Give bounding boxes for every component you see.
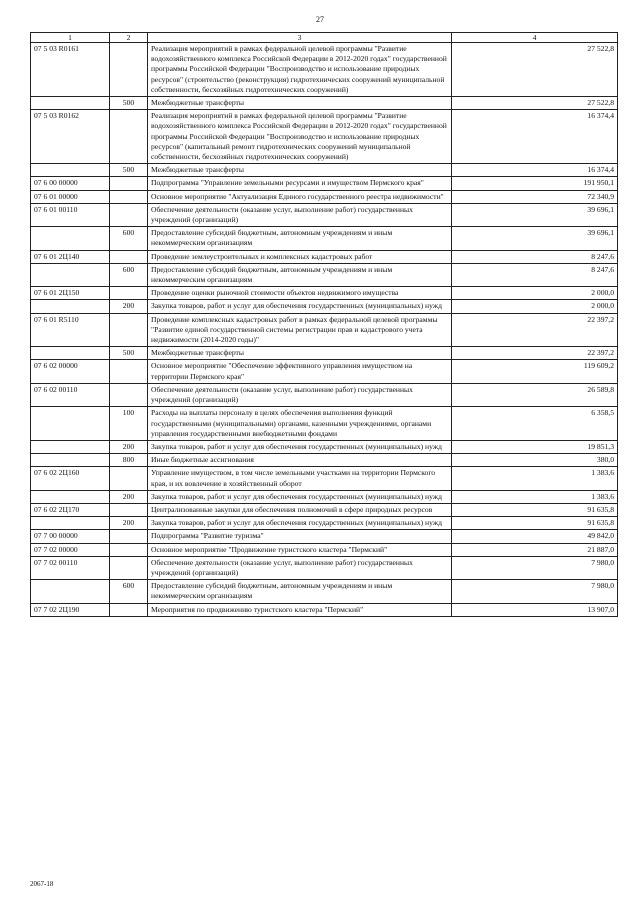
table-row (31, 227, 618, 250)
row-code (31, 517, 110, 530)
column-header-1: 1 (31, 33, 110, 43)
row-expense-type (110, 287, 148, 300)
table-row (31, 250, 618, 263)
row-code (31, 580, 110, 603)
row-name: Мероприятия по продвижению туристского кластера "Пермский" (148, 603, 452, 616)
row-expense-type (110, 503, 148, 516)
row-code: 07 6 01 00110 (31, 203, 110, 226)
table-header-row (31, 33, 618, 43)
row-code: 07 6 02 00000 (31, 360, 110, 383)
column-header-3: 3 (148, 33, 452, 43)
table-row (31, 503, 618, 516)
table-row (31, 177, 618, 190)
row-name: Закупка товаров, работ и услуг для обеспечения государственных (муниципальных) нужд (148, 440, 452, 453)
row-name: Проведение оценки рыночной стоимости объектов недвижимого имущества (148, 287, 452, 300)
row-amount: 6 358,5 (452, 407, 618, 441)
row-expense-type (110, 543, 148, 556)
table-row (31, 190, 618, 203)
row-expense-type: 800 (110, 454, 148, 467)
table-row (31, 110, 618, 164)
row-name: Предоставление субсидий бюджетным, автономным учреждениям и иным некоммерческим организациям (148, 263, 452, 286)
table-row (31, 203, 618, 226)
row-expense-type: 100 (110, 407, 148, 441)
row-name: Обеспечение деятельности (оказание услуг, выполнение работ) государственных учреждений (организаций) (148, 556, 452, 579)
row-code: 07 6 01 2Ц150 (31, 287, 110, 300)
row-expense-type: 200 (110, 300, 148, 313)
row-amount: 27 522,8 (452, 43, 618, 97)
row-code: 07 6 02 2Ц160 (31, 467, 110, 490)
row-amount: 27 522,8 (452, 97, 618, 110)
row-amount: 2 000,0 (452, 287, 618, 300)
row-amount: 13 907,0 (452, 603, 618, 616)
table-row (31, 287, 618, 300)
row-expense-type (110, 250, 148, 263)
row-code (31, 227, 110, 250)
row-name: Обеспечение деятельности (оказание услуг, выполнение работ) государственных учреждений (организаций) (148, 383, 452, 406)
row-amount: 91 635,8 (452, 503, 618, 516)
row-amount: 8 247,6 (452, 263, 618, 286)
row-expense-type (110, 313, 148, 347)
column-header-2: 2 (110, 33, 148, 43)
row-expense-type: 600 (110, 227, 148, 250)
row-amount: 19 851,3 (452, 440, 618, 453)
row-expense-type (110, 556, 148, 579)
row-name: Реализация мероприятий в рамках федеральной целевой программы "Развитие водохозяйственного комплекса Российской Федерации в 2012-2020 годах" государственной программы Российской Федерации "Воспроизводство и использование природных ресурсов" (строительство (реконструкция) гидротехнических сооружений муниципальной собственности, бесхозяйных гидротехнических сооружений) (148, 43, 452, 97)
row-name: Реализация мероприятий в рамках федеральной целевой программы "Развитие водохозяйственного комплекса Российской Федерации в 2012-2020 годах" государственной программы Российской Федерации "Воспроизводство и использование природных ресурсов" (капитальный ремонт гидротехнических сооружений муниципальной собственности, бесхозяйных гидротехнических сооружений) (148, 110, 452, 164)
table-row (31, 467, 618, 490)
row-code: 07 6 01 2Ц140 (31, 250, 110, 263)
row-code: 07 6 02 00110 (31, 383, 110, 406)
row-name: Иные бюджетные ассигнования (148, 454, 452, 467)
row-amount: 380,0 (452, 454, 618, 467)
table-row (31, 490, 618, 503)
row-expense-type: 600 (110, 263, 148, 286)
footer-document-code: 2067-18 (30, 880, 54, 888)
row-code: 07 7 02 00000 (31, 543, 110, 556)
row-amount: 72 340,9 (452, 190, 618, 203)
table-row (31, 300, 618, 313)
row-amount: 7 980,0 (452, 556, 618, 579)
row-amount: 2 000,0 (452, 300, 618, 313)
row-code (31, 300, 110, 313)
row-code (31, 347, 110, 360)
table-row (31, 360, 618, 383)
table-row (31, 383, 618, 406)
table-row (31, 440, 618, 453)
row-amount: 26 589,8 (452, 383, 618, 406)
row-amount: 119 609,2 (452, 360, 618, 383)
row-amount: 22 397,2 (452, 347, 618, 360)
column-header-4: 4 (452, 33, 618, 43)
row-code: 07 6 01 R5110 (31, 313, 110, 347)
table-row (31, 556, 618, 579)
row-name: Предоставление субсидий бюджетным, автономным учреждениям и иным некоммерческим организациям (148, 580, 452, 603)
row-expense-type (110, 43, 148, 97)
row-code (31, 164, 110, 177)
table-row (31, 263, 618, 286)
row-name: Закупка товаров, работ и услуг для обеспечения государственных (муниципальных) нужд (148, 490, 452, 503)
row-amount: 16 374,4 (452, 110, 618, 164)
row-code (31, 440, 110, 453)
row-name: Закупка товаров, работ и услуг для обеспечения государственных (муниципальных) нужд (148, 517, 452, 530)
row-expense-type (110, 177, 148, 190)
row-code: 07 6 00 00000 (31, 177, 110, 190)
row-name: Расходы на выплаты персоналу в целях обеспечения выполнения функций государственными (муниципальными) органами, казенными учреждениями, органами управления государственными внебюджетными фондами (148, 407, 452, 441)
row-name: Предоставление субсидий бюджетным, автономным учреждениям и иным некоммерческим организациям (148, 227, 452, 250)
row-expense-type: 500 (110, 164, 148, 177)
row-expense-type: 500 (110, 97, 148, 110)
row-code: 07 7 00 00000 (31, 530, 110, 543)
table-row (31, 313, 618, 347)
row-name: Основное мероприятие "Обеспечение эффективного управления имуществом на территории Пермского края" (148, 360, 452, 383)
table-row (31, 43, 618, 97)
row-expense-type (110, 190, 148, 203)
row-code: 07 6 01 00000 (31, 190, 110, 203)
budget-table (30, 32, 618, 617)
row-amount: 39 696,1 (452, 227, 618, 250)
row-expense-type (110, 360, 148, 383)
row-code (31, 490, 110, 503)
row-name: Основное мероприятие "Актуализация Единого государственного реестра недвижимости" (148, 190, 452, 203)
row-expense-type: 500 (110, 347, 148, 360)
row-name: Межбюджетные трансферты (148, 164, 452, 177)
table-row (31, 543, 618, 556)
table-row (31, 530, 618, 543)
table-row (31, 347, 618, 360)
row-code: 07 7 02 2Ц190 (31, 603, 110, 616)
table-row (31, 407, 618, 441)
row-name: Централизованные закупки для обеспечения полномочий в сфере природных ресурсов (148, 503, 452, 516)
row-code (31, 454, 110, 467)
row-code: 07 5 03 R0162 (31, 110, 110, 164)
row-expense-type: 200 (110, 490, 148, 503)
row-amount: 49 842,0 (452, 530, 618, 543)
row-expense-type (110, 110, 148, 164)
table-row (31, 580, 618, 603)
row-expense-type: 200 (110, 440, 148, 453)
row-name: Проведение комплексных кадастровых работ в рамках федеральной целевой программы "Развитие единой государственной системы регистрации прав и кадастрового учета недвижимости (2014-2020 годы)" (148, 313, 452, 347)
row-name: Подпрограмма "Управление земельными ресурсами и имуществом Пермского края" (148, 177, 452, 190)
table-body (31, 43, 618, 617)
row-amount: 21 887,0 (452, 543, 618, 556)
row-name: Межбюджетные трансферты (148, 347, 452, 360)
table-row (31, 454, 618, 467)
row-expense-type (110, 467, 148, 490)
row-name: Обеспечение деятельности (оказание услуг, выполнение работ) государственных учреждений (организаций) (148, 203, 452, 226)
row-code: 07 6 02 2Ц170 (31, 503, 110, 516)
table-row (31, 603, 618, 616)
row-name: Проведение землеустроительных и комплексных кадастровых работ (148, 250, 452, 263)
row-code (31, 97, 110, 110)
row-expense-type: 200 (110, 517, 148, 530)
row-expense-type (110, 203, 148, 226)
row-expense-type (110, 530, 148, 543)
row-expense-type (110, 383, 148, 406)
row-amount: 1 383,6 (452, 467, 618, 490)
page-number: 27 (316, 15, 324, 24)
table-row (31, 97, 618, 110)
row-amount: 7 980,0 (452, 580, 618, 603)
row-name: Подпрограмма "Развитие туризма" (148, 530, 452, 543)
row-amount: 22 397,2 (452, 313, 618, 347)
row-code (31, 263, 110, 286)
row-code: 07 5 03 R0161 (31, 43, 110, 97)
row-code (31, 407, 110, 441)
row-code: 07 7 02 00110 (31, 556, 110, 579)
row-name: Межбюджетные трансферты (148, 97, 452, 110)
row-amount: 8 247,6 (452, 250, 618, 263)
table-row (31, 517, 618, 530)
row-expense-type: 600 (110, 580, 148, 603)
row-name: Закупка товаров, работ и услуг для обеспечения государственных (муниципальных) нужд (148, 300, 452, 313)
row-name: Основное мероприятие "Продвижение туристского кластера "Пермский" (148, 543, 452, 556)
row-amount: 191 950,1 (452, 177, 618, 190)
row-amount: 91 635,8 (452, 517, 618, 530)
table-row (31, 164, 618, 177)
row-amount: 39 696,1 (452, 203, 618, 226)
row-expense-type (110, 603, 148, 616)
row-amount: 1 383,6 (452, 490, 618, 503)
row-name: Управление имуществом, в том числе земельными участками на территории Пермского края, и их вовлечение в хозяйственный оборот (148, 467, 452, 490)
row-amount: 16 374,4 (452, 164, 618, 177)
